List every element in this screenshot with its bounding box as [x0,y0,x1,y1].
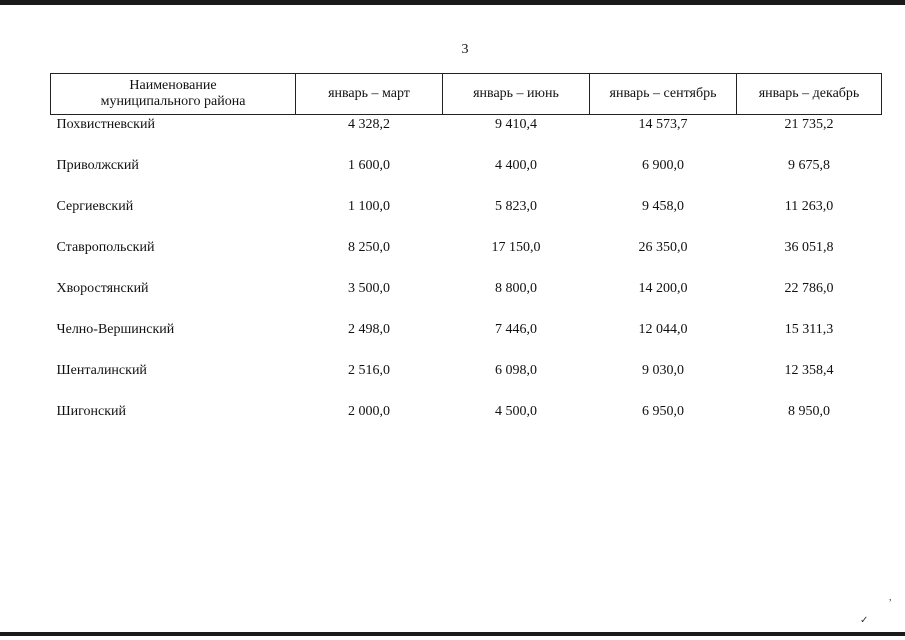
cell-value: 1 600,0 [348,158,390,173]
cell-district: Челно-Вершинский [56,322,175,337]
cell-value: 2 498,0 [348,322,390,337]
cell-value: 14 573,7 [638,117,688,132]
header-district-line-1: Наименование [129,78,217,93]
cell-value: 12 044,0 [638,322,688,337]
scan-mark-tick: ✓ [860,615,869,626]
header-district [51,74,296,115]
data-table [50,73,882,443]
cell-value: 36 051,8 [784,240,834,255]
table-row [51,197,882,238]
cell-value: 14 200,0 [638,281,688,296]
cell-district: Ставропольский [56,240,155,255]
cell-district: Шигонский [56,404,127,419]
cell-district: Шенталинский [56,363,147,378]
cell-value: 4 500,0 [495,404,537,419]
cell-value: 17 150,0 [491,240,541,255]
cell-value: 11 263,0 [784,199,834,214]
table-row [51,238,882,279]
header-h1: январь – июнь [443,74,590,115]
cell-value: 15 311,3 [784,322,834,337]
cell-value: 2 000,0 [348,404,390,419]
table-row [51,402,882,443]
page-number: 3 [461,42,469,57]
cell-value: 4 328,2 [348,117,390,132]
cell-value: 1 100,0 [348,199,390,214]
cell-value: 22 786,0 [784,281,834,296]
header-q1: январь – март [296,74,443,115]
cell-district: Похвистневский [56,117,155,132]
scan-mark-comma: , [889,592,892,603]
cell-value: 9 030,0 [642,363,684,378]
header-9m: январь – сентябрь [590,74,737,115]
cell-district: Сергиевский [56,199,134,214]
cell-district: Хворостянский [56,281,149,296]
bottom-border-rule [0,632,905,636]
cell-value: 8 800,0 [495,281,537,296]
table-row [51,320,882,361]
cell-value: 8 250,0 [348,240,390,255]
table-row [51,279,882,320]
cell-value: 9 410,4 [495,117,537,132]
cell-value: 7 446,0 [495,322,537,337]
cell-value: 6 098,0 [495,363,537,378]
cell-value: 8 950,0 [788,404,830,419]
top-border-rule [0,0,905,5]
cell-value: 6 950,0 [642,404,684,419]
cell-value: 3 500,0 [348,281,390,296]
cell-value: 21 735,2 [784,117,834,132]
table-row [51,115,882,157]
cell-value: 9 458,0 [642,199,684,214]
cell-value: 4 400,0 [495,158,537,173]
cell-value: 12 358,4 [784,363,834,378]
cell-value: 6 900,0 [642,158,684,173]
table-row [51,361,882,402]
cell-value: 26 350,0 [638,240,688,255]
table-row [51,156,882,197]
header-district-line-2: муниципального района [100,94,246,109]
cell-value: 9 675,8 [788,158,830,173]
cell-value: 5 823,0 [495,199,537,214]
header-year: январь – декабрь [737,74,882,115]
cell-value: 2 516,0 [348,363,390,378]
cell-district: Приволжский [56,158,139,173]
table-header-row [51,74,882,115]
